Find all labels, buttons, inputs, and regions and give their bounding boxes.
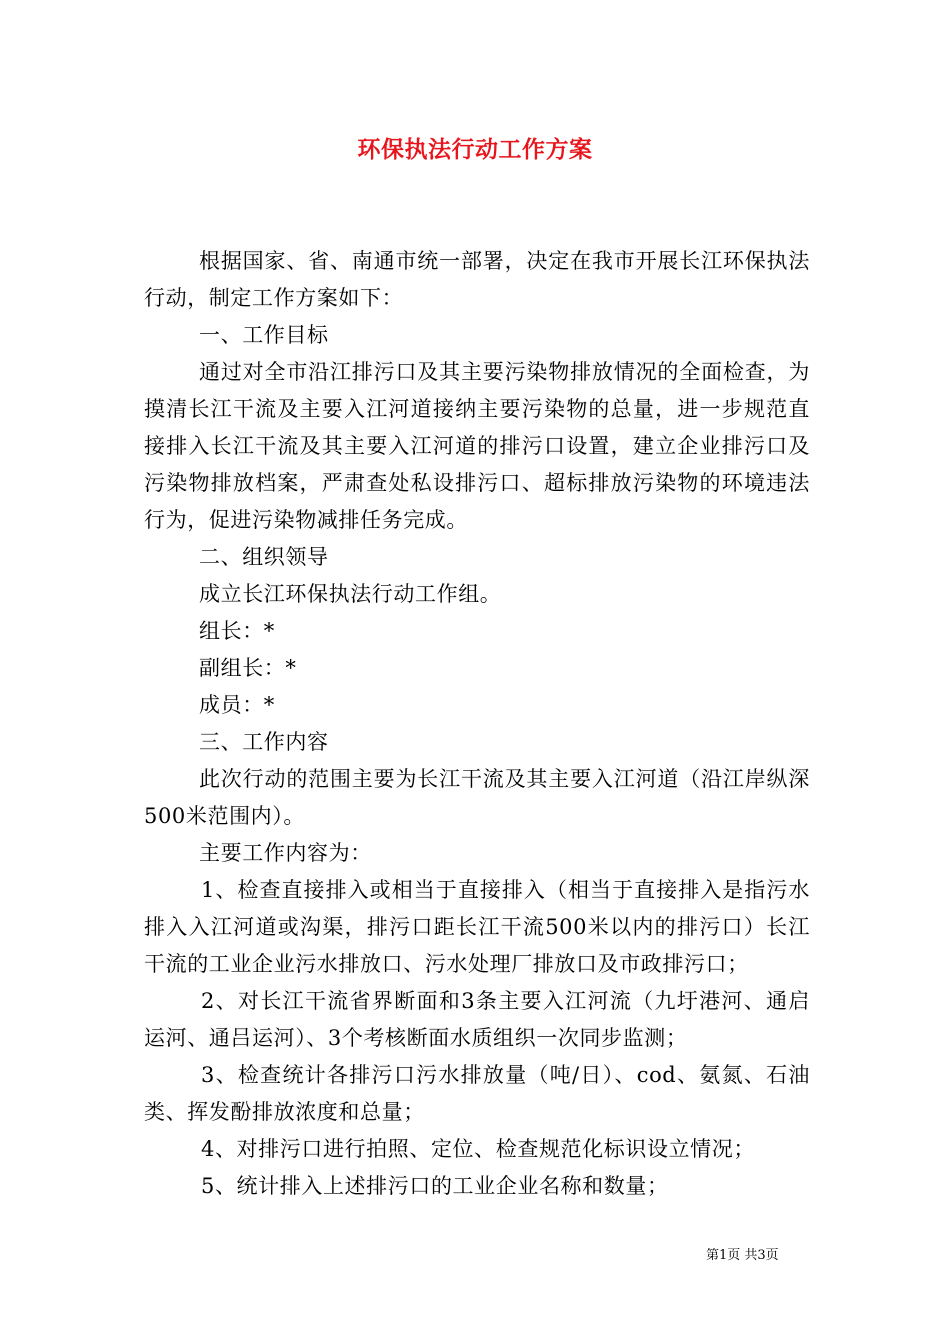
heading-organization: 二、组织领导	[199, 545, 329, 569]
paragraph-leader: 组长：*	[199, 619, 275, 643]
paragraph-work-goal: 通过对全市沿江排污口及其主要污染物排放情况的全面检查，为摸清长江干流及主要入江河道接纳主要污染物的总量，进一步规范直接排入长江干流及其主要入江河道的排污口设置，建立企业排污口及污染物排放档案，严肃查处私设排污口、超标排放污染物的环境违法行为，促进污染物减排任务完成。	[144, 360, 810, 532]
list-item-5: 5、统计排入上述排污口的工业企业名称和数量；	[201, 1174, 669, 1198]
list-item-3: 3、检查统计各排污口污水排放量（吨/日）、cod、氨氮、石油类、挥发酚排放浓度和总量；	[144, 1063, 810, 1124]
document-body	[144, 243, 810, 1205]
paragraph-scope: 此次行动的范围主要为长江干流及其主要入江河道（沿江岸纵深500米范围内）。	[144, 767, 810, 828]
heading-work-goal: 一、工作目标	[199, 323, 329, 347]
paragraph-intro: 根据国家、省、南通市统一部署，决定在我市开展长江环保执法行动，制定工作方案如下：	[144, 249, 810, 310]
paragraph-deputy-leader: 副组长：*	[199, 656, 297, 680]
list-item-4: 4、对排污口进行拍照、定位、检查规范化标识设立情况；	[201, 1137, 755, 1161]
list-item-1: 1、检查直接排入或相当于直接排入（相当于直接排入是指污水排入入江河道或沟渠，排污口距长江干流500米以内的排污口）长江干流的工业企业污水排放口、污水处理厂排放口及市政排污口；	[144, 878, 810, 976]
paragraph-main-content: 主要工作内容为：	[199, 841, 372, 865]
page-number: 第1页 共3页	[706, 1248, 779, 1263]
heading-work-content: 三、工作内容	[199, 730, 329, 754]
paragraph-organization: 成立长江环保执法行动工作组。	[199, 582, 502, 606]
paragraph-members: 成员：*	[199, 693, 275, 717]
document-title: 环保执法行动工作方案	[357, 136, 593, 163]
list-item-2: 2、对长江干流省界断面和3条主要入江河流（九圩港河、通启运河、通吕运河）、3个考核断面水质组织一次同步监测；	[144, 989, 810, 1050]
